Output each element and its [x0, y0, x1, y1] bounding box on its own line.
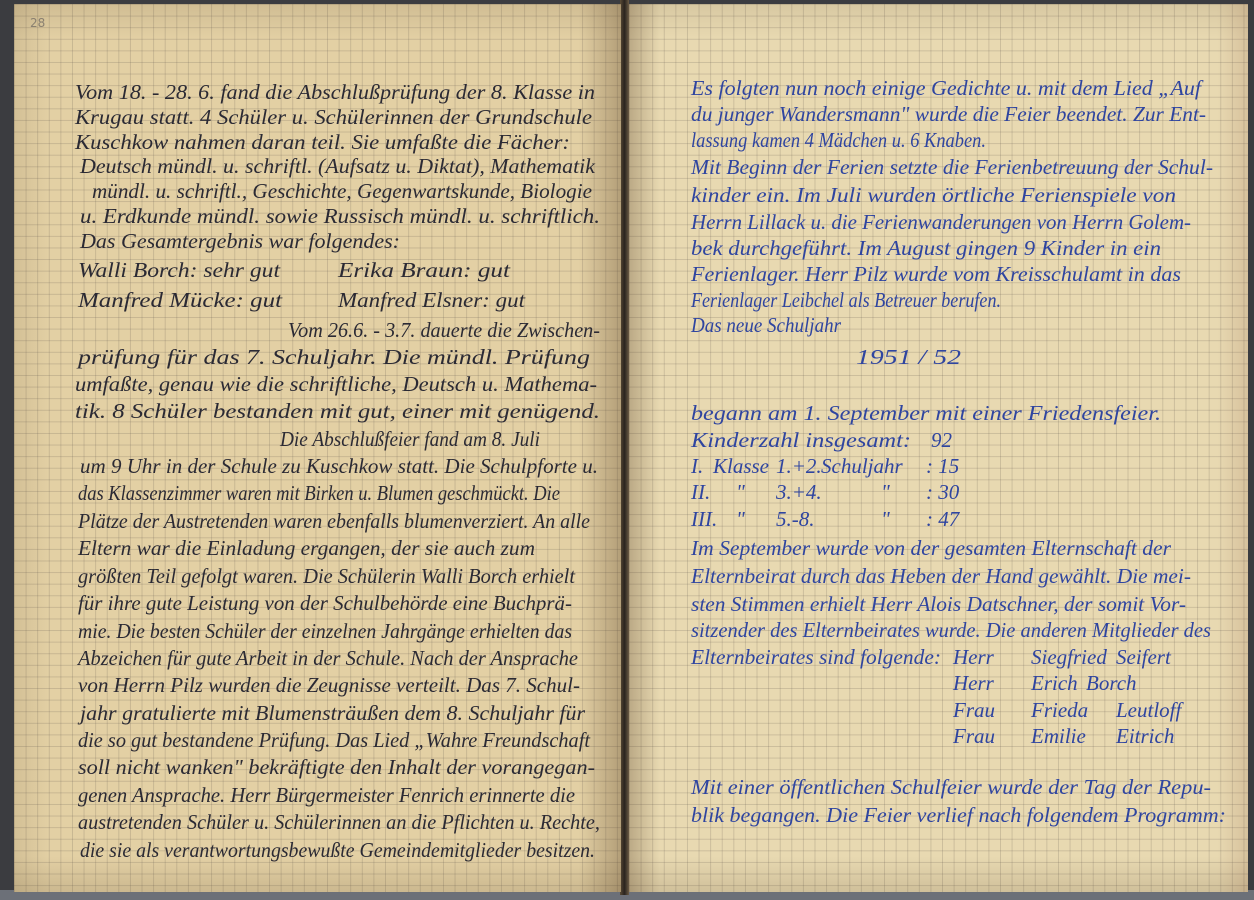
- left-page: [14, 4, 621, 892]
- text-line: Plätze der Austretenden waren ebenfalls blumenverziert. An alle: [78, 509, 590, 533]
- text-line: kinder ein. Im Juli wurden örtliche Ferienspiele von: [691, 183, 1176, 207]
- enrollment-cell: II.: [691, 480, 711, 504]
- text-line: blik begangen. Die Feier verlief nach folgendem Programm:: [691, 803, 1226, 827]
- enrollment-cell: Klasse: [713, 454, 770, 478]
- notebook-spine: [620, 0, 629, 895]
- member-first-name: Erich: [1031, 671, 1078, 695]
- text-line: Herrn Lillack u. die Ferienwanderungen von Herrn Golem-: [691, 210, 1191, 234]
- result-entry: Walli Borch: sehr gut: [78, 258, 280, 282]
- text-line: Deutsch mündl. u. schriftl. (Aufsatz u. Diktat), Mathematik: [80, 154, 595, 178]
- text-line: Vom 26.6. - 3.7. dauerte die Zwischen-: [288, 318, 600, 342]
- page-number: 28: [30, 16, 46, 30]
- member-title: Herr: [953, 645, 994, 669]
- text-line: Im September wurde von der gesamten Elternschaft der: [691, 536, 1171, 560]
- enrollment-total-value: 92: [931, 428, 952, 452]
- member-last-name: Seifert: [1116, 645, 1171, 669]
- text-line: austretenden Schüler u. Schülerinnen an die Pflichten u. Rechte,: [78, 810, 600, 834]
- enrollment-cell: : 47: [926, 507, 960, 531]
- enrollment-cell: ": [736, 480, 745, 504]
- text-line: Ferienlager. Herr Pilz wurde vom Kreisschulamt in das: [691, 262, 1181, 286]
- text-line: mie. Die besten Schüler der einzelnen Jahrgänge erhielten das: [78, 619, 572, 643]
- text-line: Es folgten nun noch einige Gedichte u. mit dem Lied „Auf: [691, 76, 1201, 100]
- text-line: mündl. u. schriftl., Geschichte, Gegenwartskunde, Biologie: [92, 179, 592, 203]
- text-line: von Herrn Pilz wurden die Zeugnisse verteilt. Das 7. Schul-: [78, 673, 580, 697]
- text-line: das Klassenzimmer waren mit Birken u. Blumen geschmückt. Die: [78, 481, 560, 505]
- enrollment-cell: III.: [691, 507, 718, 531]
- member-title: Herr: [953, 671, 994, 695]
- enrollment-cell: 1.+2.: [776, 454, 822, 478]
- text-line: Ferienlager Leibchel als Betreuer berufen.: [691, 288, 1001, 312]
- text-line: prüfung für das 7. Schuljahr. Die mündl. Prüfung: [78, 345, 590, 369]
- member-title: Frau: [953, 698, 995, 722]
- text-line: Mit einer öffentlichen Schulfeier wurde der Tag der Repu-: [691, 775, 1211, 799]
- member-last-name: Borch: [1086, 671, 1137, 695]
- text-line: Das Gesamtergebnis war folgendes:: [80, 229, 400, 253]
- member-last-name: Eitrich: [1116, 724, 1175, 748]
- member-first-name: Frieda: [1031, 698, 1089, 722]
- text-line: die so gut bestandene Prüfung. Das Lied „Wahre Freundschaft: [78, 728, 590, 752]
- text-line: sitzender des Elternbeirates wurde. Die anderen Mitglieder des: [691, 618, 1211, 642]
- text-line: lassung kamen 4 Mädchen u. 6 Knaben.: [691, 128, 986, 152]
- text-line: sten Stimmen erhielt Herr Alois Datschner, der somit Vor-: [691, 592, 1186, 616]
- text-line: die sie als verantwortungsbewußte Gemeindemitglieder besitzen.: [80, 838, 595, 862]
- text-line: bek durchgeführt. Im August gingen 9 Kinder in ein: [691, 236, 1161, 260]
- text-line: tik. 8 Schüler bestanden mit gut, einer mit genügend.: [75, 399, 600, 423]
- text-line: Abzeichen für gute Arbeit in der Schule. Nach der Ansprache: [78, 646, 578, 670]
- text-line: u. Erdkunde mündl. sowie Russisch mündl. u. schriftlich.: [80, 204, 600, 228]
- result-entry: Manfred Mücke: gut: [78, 288, 282, 312]
- enrollment-cell: Schuljahr: [821, 454, 903, 478]
- text-line: begann am 1. September mit einer Friedensfeier.: [691, 401, 1161, 425]
- enrollment-cell: 5.-8.: [776, 507, 815, 531]
- member-title: Frau: [953, 724, 995, 748]
- text-line: Kuschkow nahmen daran teil. Sie umfaßte die Fächer:: [75, 130, 570, 154]
- member-first-name: Siegfried: [1031, 645, 1107, 669]
- text-line: Vom 18. - 28. 6. fand die Abschlußprüfung der 8. Klasse in: [75, 80, 595, 104]
- enrollment-cell: ": [881, 507, 890, 531]
- text-line: soll nicht wanken" bekräftigte den Inhalt der vorangegan-: [78, 755, 595, 779]
- text-line: um 9 Uhr in der Schule zu Kuschkow statt. Die Schulpforte u.: [80, 454, 598, 478]
- text-line: Elternbeirates sind folgende:: [691, 645, 941, 669]
- section-heading: Das neue Schuljahr: [691, 313, 841, 337]
- result-entry: Erika Braun: gut: [338, 258, 510, 282]
- text-line: umfaßte, genau wie die schriftliche, Deutsch u. Mathema-: [75, 372, 597, 396]
- text-line: Krugau statt. 4 Schüler u. Schülerinnen der Grundschule: [75, 105, 592, 129]
- enrollment-cell: ": [736, 507, 745, 531]
- text-line: größten Teil gefolgt waren. Die Schülerin Walli Borch erhielt: [78, 564, 575, 588]
- enrollment-cell: ": [881, 480, 890, 504]
- result-entry: Manfred Elsner: gut: [338, 288, 525, 312]
- text-line: Eltern war die Einladung ergangen, der sie auch zum: [78, 536, 535, 560]
- text-line: für ihre gute Leistung von der Schulbehörde eine Buchprä-: [78, 591, 572, 615]
- text-line: Elternbeirat durch das Heben der Hand gewählt. Die mei-: [691, 564, 1191, 588]
- enrollment-cell: : 15: [926, 454, 960, 478]
- enrollment-cell: I.: [691, 454, 704, 478]
- member-first-name: Emilie: [1031, 724, 1086, 748]
- enrollment-total-label: Kinderzahl insgesamt:: [691, 428, 911, 452]
- text-line: Mit Beginn der Ferien setzte die Ferienbetreuung der Schul-: [691, 155, 1213, 179]
- text-line: Die Abschlußfeier fand am 8. Juli: [280, 427, 540, 451]
- member-last-name: Leutloff: [1116, 698, 1182, 722]
- text-line: du junger Wandersmann" wurde die Feier beendet. Zur Ent-: [691, 102, 1206, 126]
- enrollment-cell: : 30: [926, 480, 960, 504]
- enrollment-cell: 3.+4.: [776, 480, 822, 504]
- school-year-heading: 1951 / 52: [856, 345, 961, 369]
- text-line: jahr gratulierte mit Blumensträußen dem 8. Schuljahr für: [80, 701, 585, 725]
- text-line: genen Ansprache. Herr Bürgermeister Fenrich erinnerte die: [78, 783, 575, 807]
- right-page: [629, 4, 1248, 892]
